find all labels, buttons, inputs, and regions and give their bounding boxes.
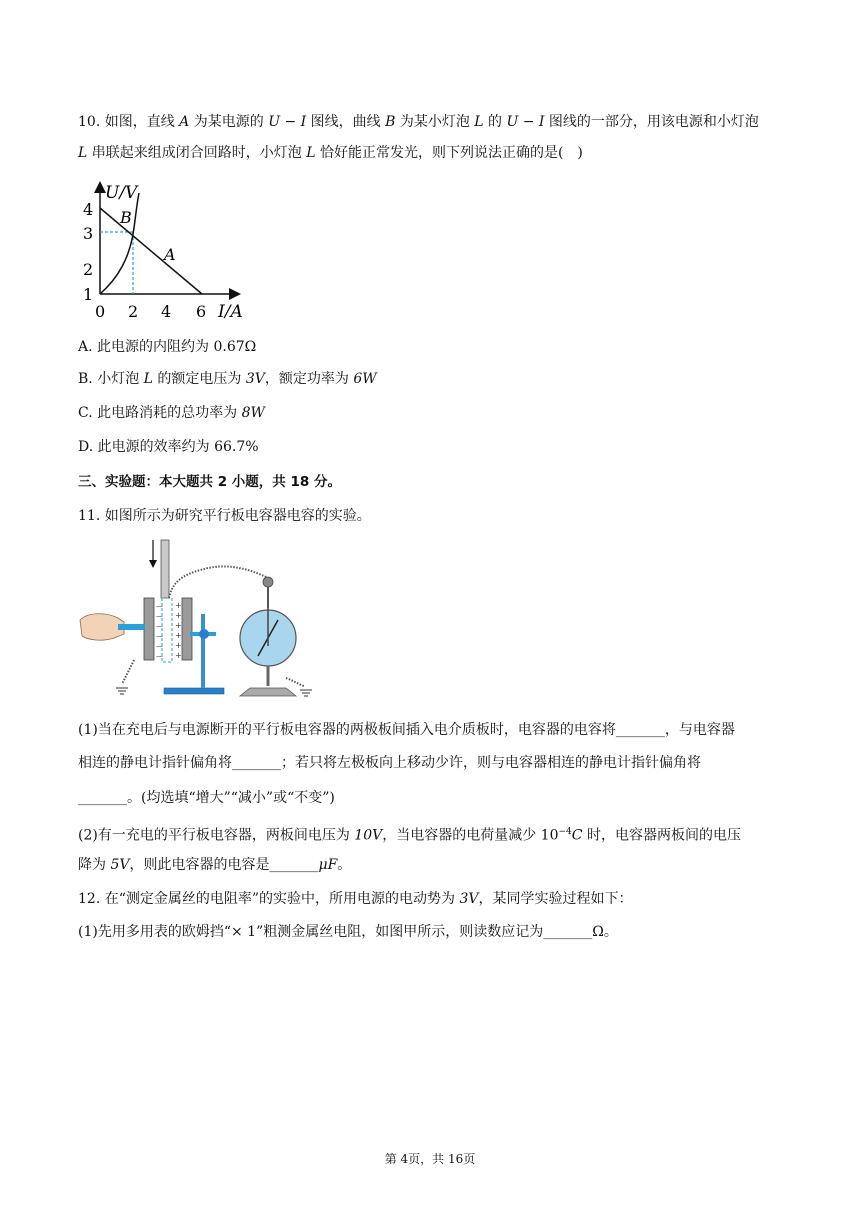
q10-option-b: B. 小灯泡 L 的额定电压为 3V，额定功率为 6W bbox=[78, 371, 377, 387]
stand-base bbox=[164, 688, 224, 694]
svg-text:+: + bbox=[175, 631, 182, 640]
q11-part1-line3: _______。(均选填“增大”“减小”或“不变”) bbox=[78, 790, 335, 806]
x-tick-2: 2 bbox=[128, 302, 139, 321]
right-plate bbox=[182, 598, 192, 660]
q11-part1-line2: 相连的静电计指针偏角将_______；若只将左极板向上移动少许，则与电容器相连的静电计指针偏角将 bbox=[78, 755, 701, 771]
q12-line2: (1)先用多用表的欧姆挡“× 1”粗测金属丝电阻，如图甲所示，则读数应记为_______Ω。 bbox=[78, 924, 618, 940]
svg-text:+: + bbox=[175, 601, 182, 610]
stand-clamp-knob bbox=[199, 629, 209, 639]
svg-text:—: — bbox=[156, 632, 163, 640]
capacitor-experiment-figure bbox=[78, 538, 328, 703]
svg-text:—: — bbox=[156, 652, 163, 660]
q10-option-d: D. 此电源的效率约为 66.7% bbox=[78, 439, 259, 455]
q11-title: 11. 如图所示为研究平行板电容器电容的实验。 bbox=[78, 508, 371, 524]
stand-pole bbox=[201, 614, 205, 688]
electroscope-knob bbox=[263, 577, 273, 587]
svg-text:—: — bbox=[156, 612, 163, 620]
svg-text:—: — bbox=[156, 642, 163, 650]
coiled-wire bbox=[169, 566, 268, 598]
x-tick-4: 4 bbox=[161, 302, 172, 321]
y-axis-label: U/V bbox=[105, 183, 138, 203]
y-tick-2: 2 bbox=[83, 260, 94, 279]
svg-text:—: — bbox=[156, 622, 163, 630]
handle-rod bbox=[118, 624, 145, 630]
electroscope-base bbox=[240, 688, 296, 696]
x-tick-6: 6 bbox=[196, 302, 207, 321]
q10-line1: 10. 如图，直线 A 为某电源的 U − I 图线，曲线 B 为某小灯泡 L 的 U − I 图线的一部分，用该电源和小灯泡 bbox=[78, 114, 759, 130]
hand bbox=[80, 614, 124, 640]
line-A bbox=[100, 208, 202, 294]
q11-part1-line1: (1)当在充电后与电源断开的平行板电容器的两极板间插入电介质板时，电容器的电容将_______，与电容器 bbox=[78, 722, 735, 738]
q11-part2-line2: 降为 5V，则此电容器的电容是_______μF。 bbox=[78, 857, 352, 873]
svg-text:+: + bbox=[175, 651, 182, 660]
svg-text:+: + bbox=[175, 641, 182, 650]
insulating-rod bbox=[161, 540, 169, 598]
section-heading: 三、实验题：本大题共 2 小题，共 18 分。 bbox=[78, 474, 341, 490]
q11-part2-line1: (2)有一充电的平行板电容器，两板间电压为 10V，当电容器的电荷量减少 $10^{-4}C$ 时，电容器两板间的电压 bbox=[78, 827, 741, 844]
q10-option-a: A. 此电源的内阻约为 0.67Ω bbox=[78, 339, 257, 355]
left-plate bbox=[144, 598, 154, 660]
y-tick-4: 4 bbox=[83, 200, 94, 219]
page-footer: 第 4页，共 16页 bbox=[384, 1152, 476, 1166]
svg-text:+: + bbox=[175, 611, 182, 620]
q10-option-c: C. 此电路消耗的总功率为 8W bbox=[78, 405, 265, 421]
svg-text:—: — bbox=[156, 602, 163, 610]
svg-text:+: + bbox=[175, 621, 182, 630]
y-tick-3: 3 bbox=[83, 224, 94, 243]
q12-line1: 12. 在“测定金属丝的电阻率”的实验中，所用电源的电动势为 3V，某同学实验过程如下： bbox=[78, 891, 633, 907]
down-arrow-head bbox=[149, 560, 157, 568]
x-tick-0: 0 bbox=[95, 302, 106, 321]
dielectric-slab bbox=[162, 598, 172, 662]
curve-B-label: B bbox=[120, 208, 132, 227]
line-A-label: A bbox=[164, 245, 176, 264]
ui-graph bbox=[78, 178, 258, 323]
q10-line2: L 串联起来组成闭合回路时，小灯泡 L 恰好能正常发光，则下列说法正确的是( ) bbox=[78, 145, 583, 161]
y-tick-1: 1 bbox=[83, 285, 94, 304]
x-axis-label: I/A bbox=[218, 302, 243, 322]
